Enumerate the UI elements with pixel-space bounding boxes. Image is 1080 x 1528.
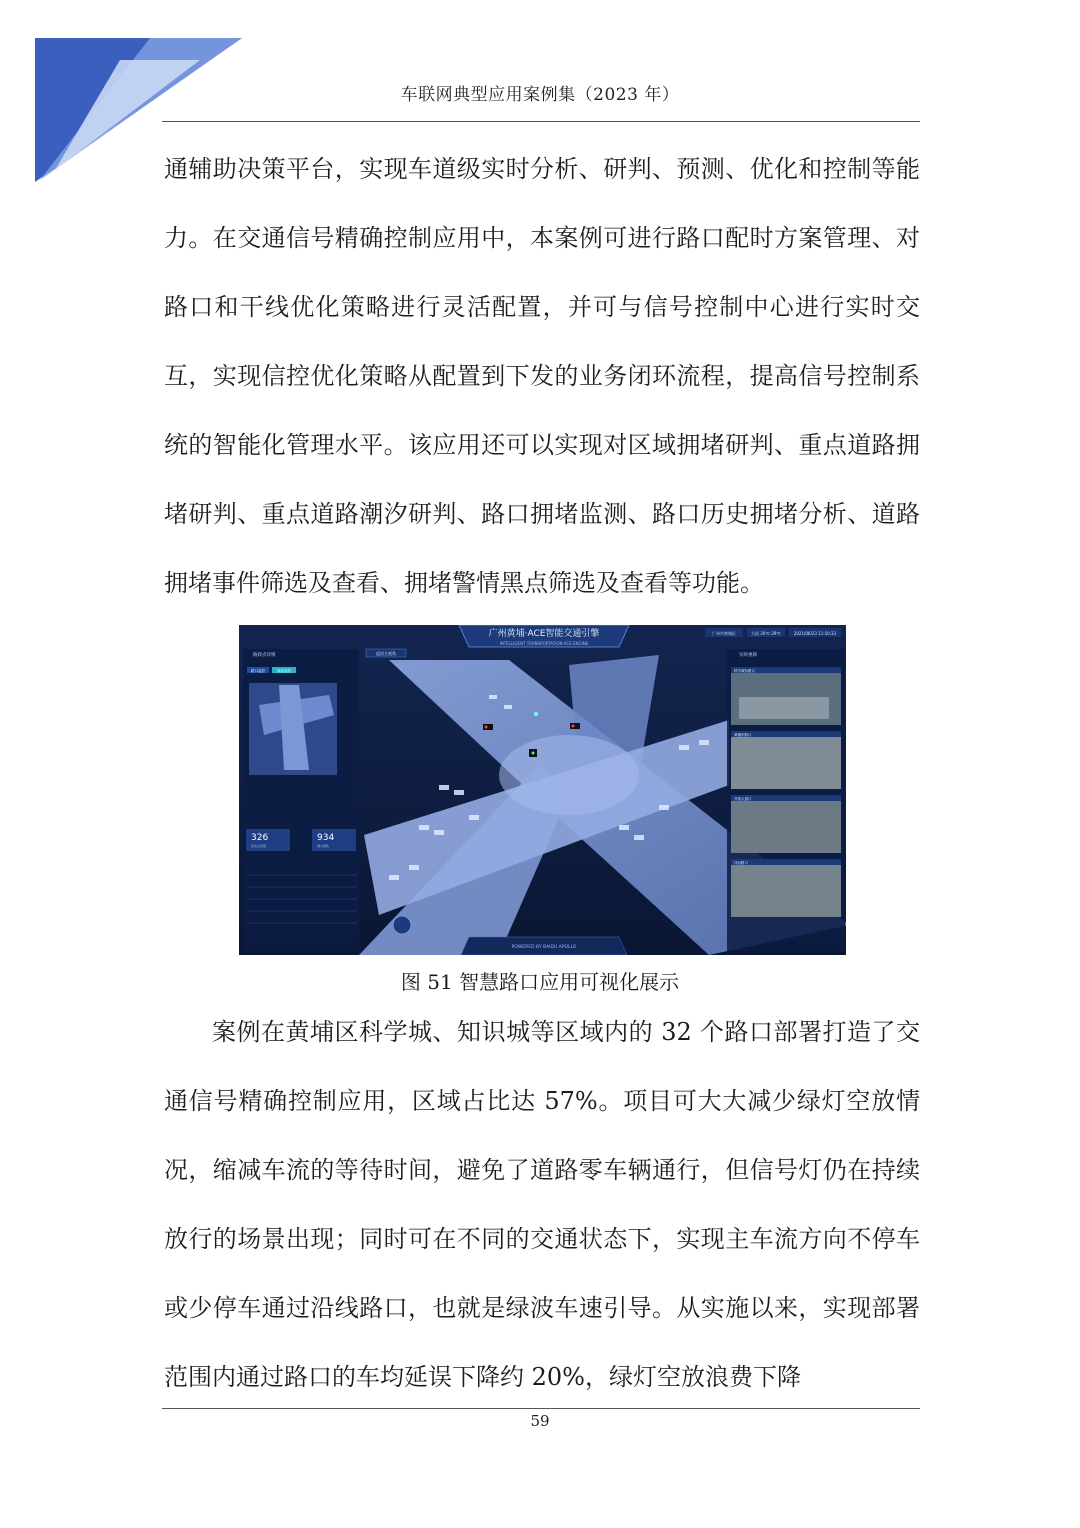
p2-seg1: 案例在黄埔区科学城、知识城等区域内的 (212, 1018, 662, 1046)
camera-3-label: 开泰大道口 (734, 797, 752, 801)
caption-number: 51 (427, 970, 453, 994)
header-rule (162, 121, 920, 122)
dashboard-illustration (239, 625, 846, 955)
p2-num-20: 20% (531, 1363, 585, 1391)
camera-1-label: 科学城东路口 (734, 669, 755, 673)
figure-caption (0, 966, 1080, 995)
stat-queue-value: 934 (317, 833, 335, 843)
camera-feed-1[interactable] (731, 667, 841, 725)
dashboard-subtitle: INTELLIGENT TRANSPORTATION ACE ENGINE (499, 641, 589, 646)
dashboard-footer: POWERED BY BAIDU APOLLO (511, 945, 577, 950)
figure-dashboard-image (239, 625, 846, 955)
weather-label: 大雨 20℃-29℃ (751, 631, 781, 636)
camera-2-label: 黄埔东路口 (734, 733, 752, 737)
header-title-end: 年） (638, 85, 680, 105)
left-panel-title: 路段点详情 (253, 653, 276, 658)
caption-text: 智慧路口应用可视化展示 (459, 970, 680, 994)
p2-num-32: 32 (661, 1018, 692, 1046)
camera-feed-2[interactable] (731, 731, 841, 789)
header-title-main: 车联网典型应用案例集（ (400, 85, 594, 105)
running-header (0, 80, 1080, 105)
body-paragraph-1: 通辅助决策平台，实现车道级实时分析、研判、预测、优化和控制等能力。在交通信号精确控制应用中，本案例可进行路口配时方案管理、对路口和干线优化策略进行灵活配置，并可与信号控制中心进行实时交互，实现信控优化策略从配置到下发的业务闭环流程，提高信号控制系统的智能化管理水平。该应用还可以实现对区域拥堵研判、重点道路拥堵研判、重点道路潮汐研判、路口拥堵监测、路口历史拥堵分析、道路拥堵事件筛选及查看、拥堵警情黑点筛选及查看等功能。 (164, 155, 920, 597)
p2-num-57: 57% (544, 1087, 598, 1115)
page-number: 59 (530, 1412, 550, 1430)
tab-greenwave[interactable]: 绿波监控 (277, 669, 291, 673)
back-main-view-button[interactable]: 返回主视角 (376, 651, 396, 656)
header-title-year: 2023 (593, 85, 639, 105)
right-panel-title: 实时视频 (739, 653, 757, 658)
dashboard-title: 广州黄埔·ACE智能交通引擎 (488, 629, 600, 639)
stat-optimizations-label: 优化总次数 (251, 844, 267, 848)
p2-seg2: 个路口部署打造了交通信号精确控制应用，区域占比达 (164, 1018, 920, 1115)
camera-feed-4[interactable] (731, 859, 841, 917)
camera-4-label: 伴河路口 (734, 861, 748, 865)
stat-optimizations-value: 326 (251, 833, 269, 843)
compass-icon (393, 916, 411, 934)
caption-prefix: 图 (400, 970, 421, 994)
camera-feed-3[interactable] (731, 795, 841, 853)
datetime-label: 2021/06/23 11:50:33 (793, 631, 837, 636)
stat-queue-label: 减少排队 (317, 844, 330, 848)
body-paragraph-2 (164, 998, 920, 1412)
p2-seg3: 。项目可大大减少绿灯空放情况，缩减车流的等待时间，避免了道路零车辆通行，但信号灯仍在持续放行的场景出现；同时可在不同的交通状态下，实现主车流方向不停车或少停车通过沿线路口，也就是绿波车速引导。从实施以来，实现部署范围内通过路口的车均延误下降约 (164, 1087, 920, 1391)
tab-intersection[interactable]: 路口监控 (251, 669, 265, 673)
footer-rule (162, 1408, 920, 1409)
p2-seg4: ，绿灯空放浪费下降 (584, 1363, 801, 1391)
location-label: 广州市黄埔区 (712, 631, 736, 636)
